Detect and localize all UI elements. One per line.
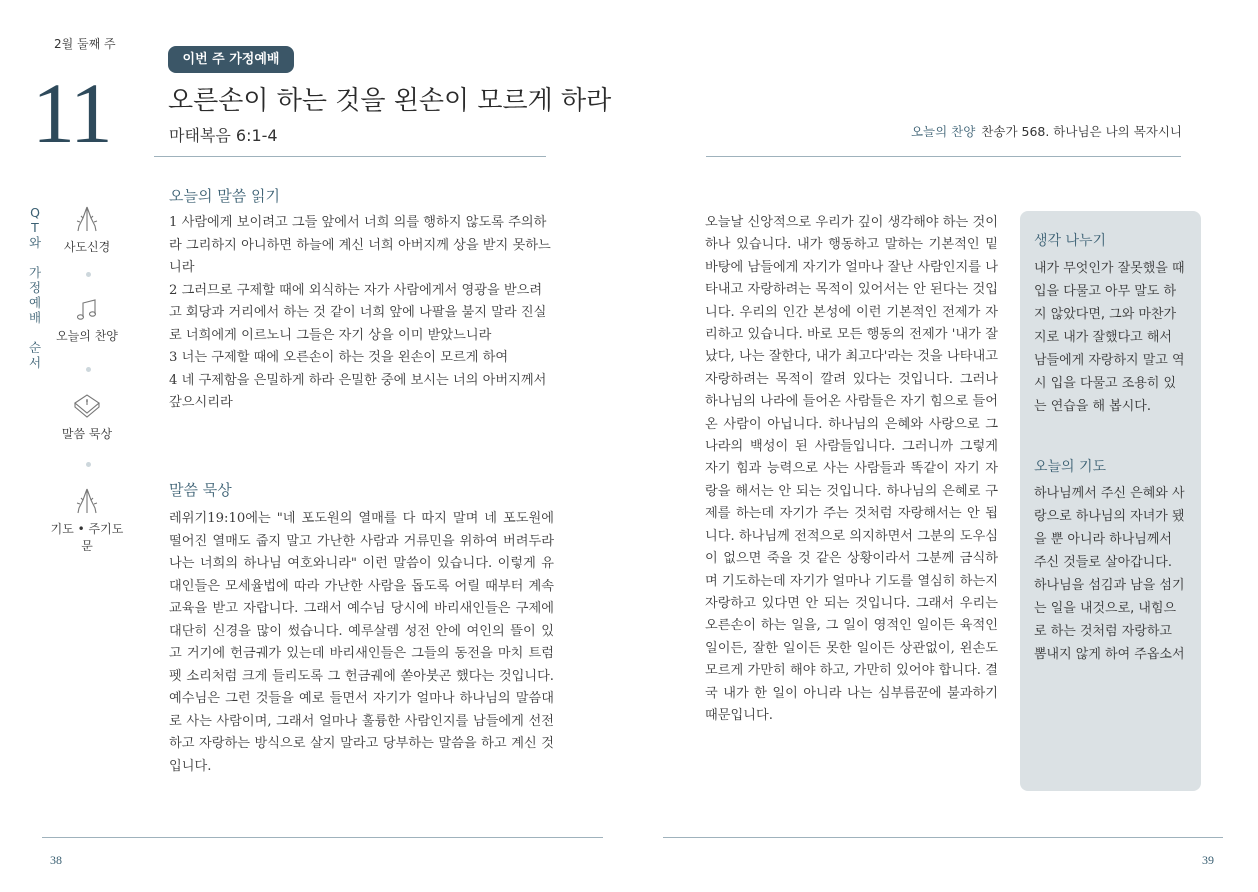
- verse: 1 사람에게 보이려고 그들 앞에서 너희 의를 행하지 않도록 주의하라 그리하지 아니하면 하늘에 계신 너희 아버지께 상을 받지 못하느니라: [169, 215, 551, 275]
- step-hymn: [50, 297, 124, 344]
- music-note-icon: [74, 297, 100, 323]
- page-number-right: 39: [1202, 853, 1214, 867]
- step-label: 말씀 묵상: [61, 427, 113, 441]
- verse: 3 너는 구제할 때에 오른손이 하는 것을 왼손이 모르게 하여: [169, 350, 509, 365]
- prayer-text: 하나님께서 주신 은혜와 사랑으로 하나님의 자녀가 됐을 뿐 아니라 하나님께서 주신 것들로 살아갑니다. 하나님을 섬김과 남을 섬기는 일을 내것으로, 내힘으로 하는 것처럼 자랑하고 뽐내지 않게 하여 주옵소서: [1034, 486, 1185, 662]
- meditation-heading: 말씀 묵상: [169, 481, 232, 499]
- step-label: 사도신경: [63, 240, 111, 254]
- step-label: 오늘의 찬양: [56, 329, 118, 343]
- page-title: 오른손이 하는 것을 왼손이 모르게 하라: [168, 86, 612, 116]
- step-prayer: [50, 486, 124, 554]
- hymn-text: 찬송가 568. 하나님은 나의 목자시니: [981, 124, 1182, 139]
- prayer-heading: 오늘의 기도: [1034, 459, 1107, 475]
- bible-icon: [71, 391, 103, 421]
- vertical-order-title: Q T 와 가 정 예 배 순 서: [28, 205, 42, 370]
- step-dot: [86, 462, 91, 467]
- step-dot: [86, 367, 91, 372]
- verse: 2 그러므로 구제할 때에 외식하는 자가 사람에게서 영광을 받으려고 회당과 거리에서 하는 것 같이 너희 앞에 나팔을 불지 말라 진실로 너희에게 이르노니 그들은 자기 상을 이미 받았느니라: [169, 282, 547, 343]
- footer-divider-right: [663, 837, 1223, 838]
- hymn-label: 오늘의 찬양: [910, 124, 976, 139]
- week-label: 2월 둘째 주: [54, 37, 116, 51]
- verse: 4 네 구제함을 은밀하게 하라 은밀한 중에 보시는 너의 아버지께서 갚으시리라: [169, 372, 547, 410]
- day-number: 11: [32, 65, 111, 161]
- header-divider-right: [706, 156, 1181, 157]
- header-divider-left: [154, 156, 546, 157]
- hymn-line: [911, 122, 1182, 140]
- step-meditation: [50, 391, 124, 442]
- scripture-reference: 마태복음 6:1-4: [169, 126, 278, 145]
- footer-divider-left: [42, 837, 603, 838]
- scripture-text: [169, 212, 551, 415]
- step-label: 기도 • 주기도문: [50, 522, 124, 553]
- step-apostles-creed: [50, 204, 124, 255]
- praying-hands-icon: [72, 486, 102, 516]
- reading-heading: 오늘의 말씀 읽기: [169, 187, 280, 205]
- step-dot: [86, 272, 91, 277]
- section-badge: 이번 주 가정예배: [168, 46, 294, 73]
- meditation-text: 레위기19:10에는 "네 포도원의 열매를 다 따지 말며 네 포도원에 떨어진 열매도 줍지 말고 가난한 사람과 거류민을 위하여 버려두라 나는 너희의 하나님 여호와니라" 이런 말씀이 있습니다. 이렇게 유대인들은 모세율법에 따라 가난한 사람을 돕도록 어릴 때부터 계속 교육을 받고 자랍니다. 그래서 예수님 당시에 바리새인들은 구제에 대단히 신경을 많이 썼습니다. 예루살렘 성전 안에 여인의 뜰이 있고 거기에 헌금궤가 있는데 바리새인들은 그들의 동전을 마치 트럼펫 소리처럼 크게 들리도록 그 헌금궤에 쏟아붓곤 했다는 것입니다. 예수님은 그런 것들을 예로 들면서 자기가 얼마나 하나님의 말씀대로 사는 사람이며, 그래서 얼마나 훌륭한 사람인지를 남들에게 선전하고 자랑하는 방식으로 살지 말라고 당부하는 말씀을 하고 계신 것입니다.: [169, 511, 554, 774]
- praying-hands-icon: [72, 204, 102, 234]
- sharing-heading: 생각 나누기: [1034, 233, 1107, 249]
- meditation-continued-text: 오늘날 신앙적으로 우리가 깊이 생각해야 하는 것이 하나 있습니다. 내가 행동하고 말하는 기본적인 밑바탕에 남들에게 자기가 얼마나 잘난 사람인지를 나타내고 자랑하려는 목적이 있어서는 안 된다는 것입니다. 우리의 인간 본성에 이런 기본적인 전제가 자리하고 있습니다. 바로 모든 행동의 전제가 '내가 잘났다, 나는 잘한다, 내가 최고다'라는 것을 나타내고 자랑하려는 목적이 깔려 있다는 것입니다. 그러나 하나님의 나라에 들어온 사람들은 자기 힘으로 들어온 사람이 아닙니다. 하나님의 은혜와 사랑으로 그 나라의 백성이 된 사람들입니다. 그러니까 그렇게 자기 힘과 능력으로 사는 사람들과 똑같이 자기 자랑을 해서는 안 되는 것입니다. 하나님의 은혜로 구제를 하는데 자기가 주는 것처럼 자랑해서는 안 됩니다. 하나님께 전적으로 의지하면서 그분의 도우심이 없으면 죽을 것 같은 상황이라서 그분께 금식하며 기도하는데 자기가 얼마나 기도를 열심히 하는지 자랑하고 있다면 안 되는 것입니다. 그래서 우리는 오른손이 하는 일을, 그 일이 영적인 일이든 육적인 일이든, 잘한 일이든 못한 일이든 상관없이, 왼손도 모르게 가만히 해야 하고, 가만히 있어야 합니다. 결국 내가 한 일이 아니라 나는 심부름꾼에 불과하기 때문입니다.: [705, 215, 998, 723]
- sharing-text: 내가 무엇인가 잘못했을 때 입을 다물고 아무 말도 하지 않았다면, 그와 마찬가지로 내가 잘했다고 해서 남들에게 자랑하지 말고 역시 입을 다물고 조용히 있는 연습을 해 봅시다.: [1034, 261, 1185, 414]
- page-number-left: 38: [50, 853, 62, 867]
